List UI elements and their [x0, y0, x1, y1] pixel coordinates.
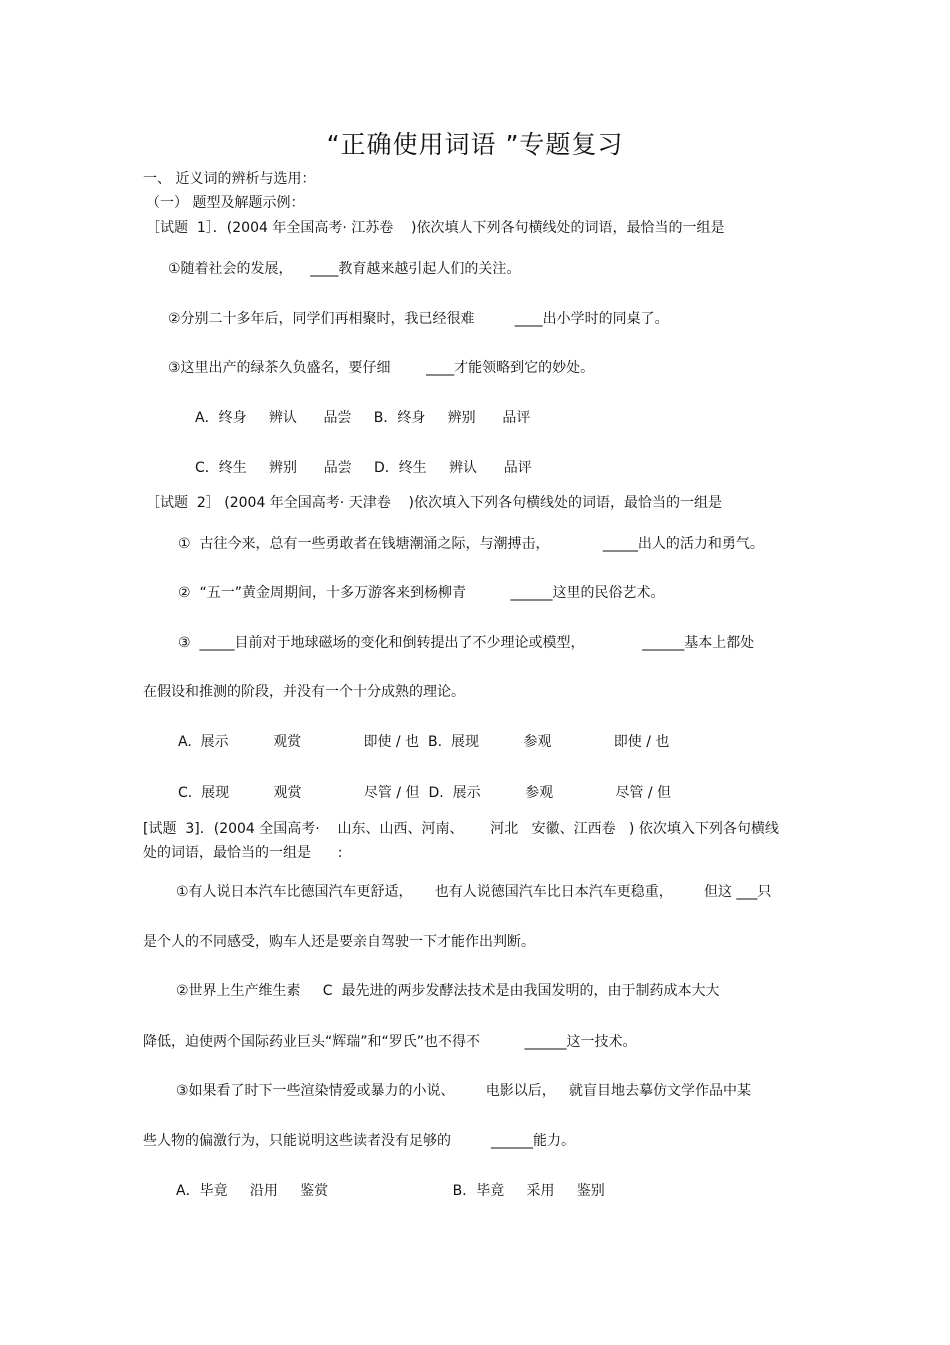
question-3-sentence-2: ②世界上生产维生素 C 最先进的两步发酵法技术是由我国发明的，由于制药成本大大 [176, 983, 720, 999]
question-2-sentence-2: ② “五一”黄金周期间，十多万游客来到杨柳青 ______这里的民俗艺术。 [178, 585, 665, 601]
question-1-sentence-1: ①随着社会的发展， ____教育越来越引起人们的关注。 [168, 261, 521, 277]
question-3-sentence-1-cont: 是个人的不同感受，购车人还是要亲自驾驶一下才能作出判断。 [143, 934, 535, 950]
question-3-stem: [试题 3]．(2004 全国高考· 山东、山西、河南、 河北 安徽、江西卷 ) 依次填入下列各句横线 [143, 821, 779, 837]
page-title: “正确使用词语 ”专题复习 [326, 130, 624, 159]
question-3-stem-cont: 处的词语，最恰当的一组是 : [143, 845, 343, 861]
question-3-sentence-1: ①有人说日本汽车比德国汽车更舒适， 也有人说德国汽车比日本汽车更稳重， 但这 ___只 [176, 884, 772, 900]
subsection-heading: （一） 题型及解题示例： [146, 195, 305, 211]
question-3-sentence-2-cont: 降低，迫使两个国际药业巨头“辉瑞”和“罗氏”也不得不 ______这一技术。 [143, 1034, 637, 1050]
question-3-sentence-3-cont: 些人物的偏激行为，只能说明这些读者没有足够的 ______能力。 [143, 1133, 576, 1149]
question-2-stem: ［试题 2］ (2004 年全国高考· 天津卷 )依次填入下列各句横线处的词语，最恰当的一组是 [146, 495, 722, 511]
question-2-options-ab: A. 展示 观赏 即使 / 也 B. 展现 参观 即使 / 也 [178, 734, 670, 750]
question-3-sentence-3: ③如果看了时下一些渲染情爱或暴力的小说、 电影以后， 就盲目地去摹仿文学作品中某 [176, 1083, 752, 1099]
question-1-stem: ［试题 1］．(2004 年全国高考· 江苏卷 )依次填人下列各句横线处的词语，最恰当的一组是 [146, 220, 725, 236]
question-2-options-cd: C. 展现 观赏 尽管 / 但 D. 展示 参观 尽管 / 但 [178, 785, 672, 801]
question-1-options-ab: A．终身 辨认 品尝 B．终身 辨别 品评 [195, 410, 531, 426]
question-2-sentence-3-cont: 在假设和推测的阶段，并没有一个十分成熟的理论。 [143, 684, 465, 700]
question-1-sentence-2: ②分别二十多年后，同学们再相聚时，我已经很难 ____出小学时的同桌了。 [168, 311, 669, 327]
question-2-sentence-3: ③ _____目前对于地球磁场的变化和倒转提出了不少理论或模型， ______基本上都处 [178, 635, 755, 651]
question-3-options-ab: A．毕竟 沿用 鉴赏 B．毕竟 采用 鉴别 [176, 1183, 605, 1199]
question-1-sentence-3: ③这里出产的绿茶久负盛名，要仔细 ____才能领略到它的妙处。 [168, 360, 595, 376]
question-1-options-cd: C．终生 辨别 品尝 D．终生 辨认 品评 [195, 460, 532, 476]
section-heading: 一、 近义词的辨析与选用： [143, 171, 316, 187]
question-2-sentence-1: ① 古往今来，总有一些勇敢者在钱塘潮涌之际，与潮搏击， _____出人的活力和勇气。 [178, 536, 764, 552]
